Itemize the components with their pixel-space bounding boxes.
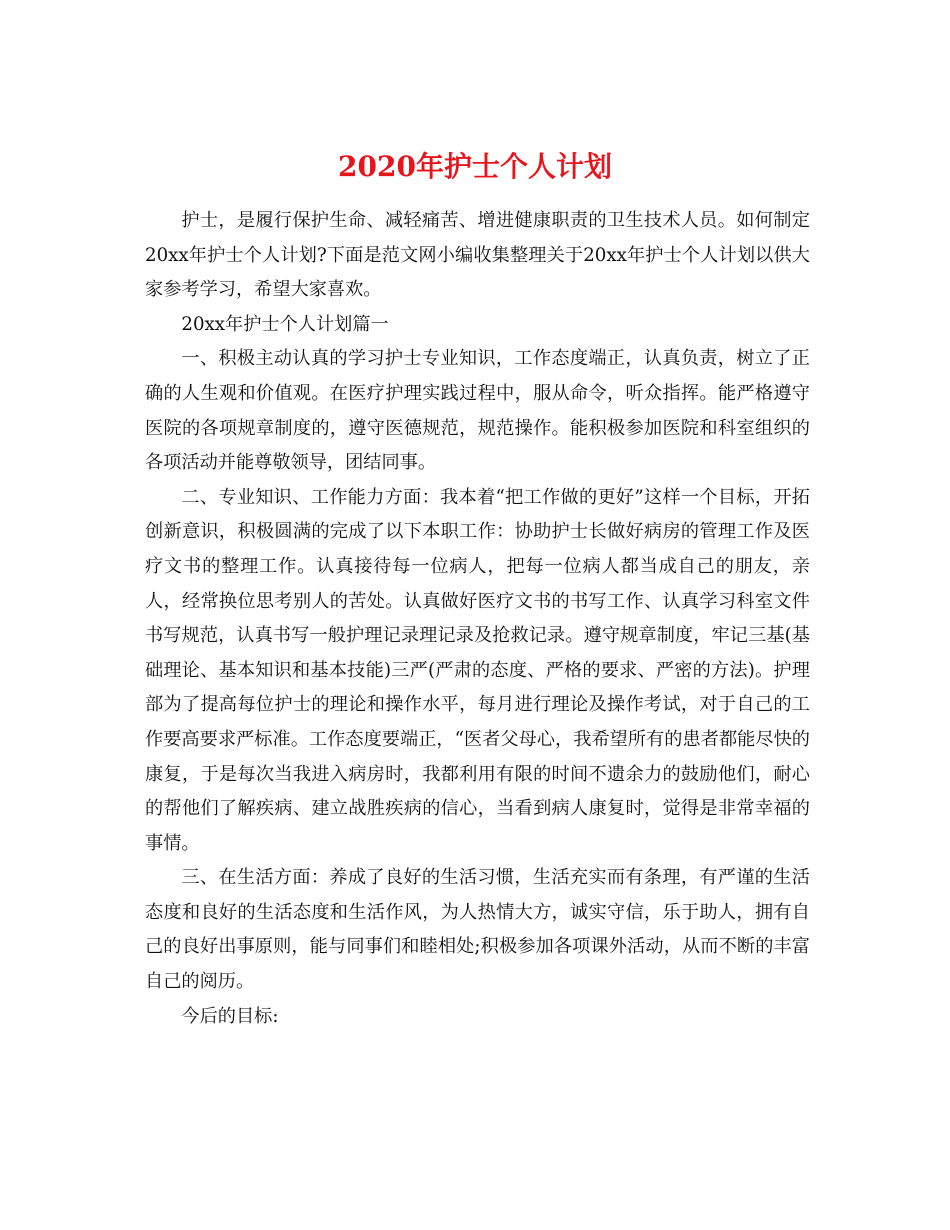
page-title: 2020年护士个人计划	[338, 149, 612, 183]
paragraph-life: 三、在生活方面：养成了良好的生活习惯，生活充实而有条理，有严谨的生活态度和良好的生活态度和生活作风，为人热情大方，诚实守信，乐于助人，拥有自己的良好出事原则，能与同事们和睦相处;积极参加各项课外活动，从而不断的丰富自己的阅历。	[145, 867, 810, 993]
intro-paragraph: 护士，是履行保护生命、减轻痛苦、增进健康职责的卫生技术人员。如何制定20xx年护士个人计划?下面是范文网小编收集整理关于20xx年护士个人计划以供大家参考学习，希望大家喜欢。	[145, 210, 810, 301]
section-heading: 20xx年护士个人计划篇一	[181, 313, 389, 335]
paragraph-study: 一、积极主动认真的学习护士专业知识，工作态度端正，认真负责，树立了正确的人生观和价值观。在医疗护理实践过程中，服从命令，听众指挥。能严格遵守医院的各项规章制度的，遵守医德规范，规范操作。能积极参加医院和科室组织的各项活动并能尊敬领导，团结同事。	[145, 348, 810, 474]
document-body	[145, 204, 810, 1034]
paragraph-work-ability: 二、专业知识、工作能力方面：我本着“把工作做的更好”这样一个目标，开拓创新意识，积极圆满的完成了以下本职工作：协助护士长做好病房的管理工作及医疗文书的整理工作。认真接待每一位病人，把每一位病人都当成自己的朋友，亲人，经常换位思考别人的苦处。认真做好医疗文书的书写工作、认真学习科室文件书写规范，认真书写一般护理记录理记录及抢救记录。遵守规章制度，牢记三基(基础理论、基本知识和基本技能)三严(严肃的态度、严格的要求、严密的方法)。护理部为了提高每位护士的理论和操作水平，每月进行理论及操作考试，对于自己的工作要高要求严标准。工作态度要端正，“医者父母心，我希望所有的患者都能尽快的康复，于是每次当我进入病房时，我都利用有限的时间不遗余力的鼓励他们，耐心的帮他们了解疾病、建立战胜疾病的信心，当看到病人康复时，觉得是非常幸福的事情。	[145, 486, 810, 854]
paragraph-future-goals: 今后的目标:	[181, 1005, 279, 1027]
